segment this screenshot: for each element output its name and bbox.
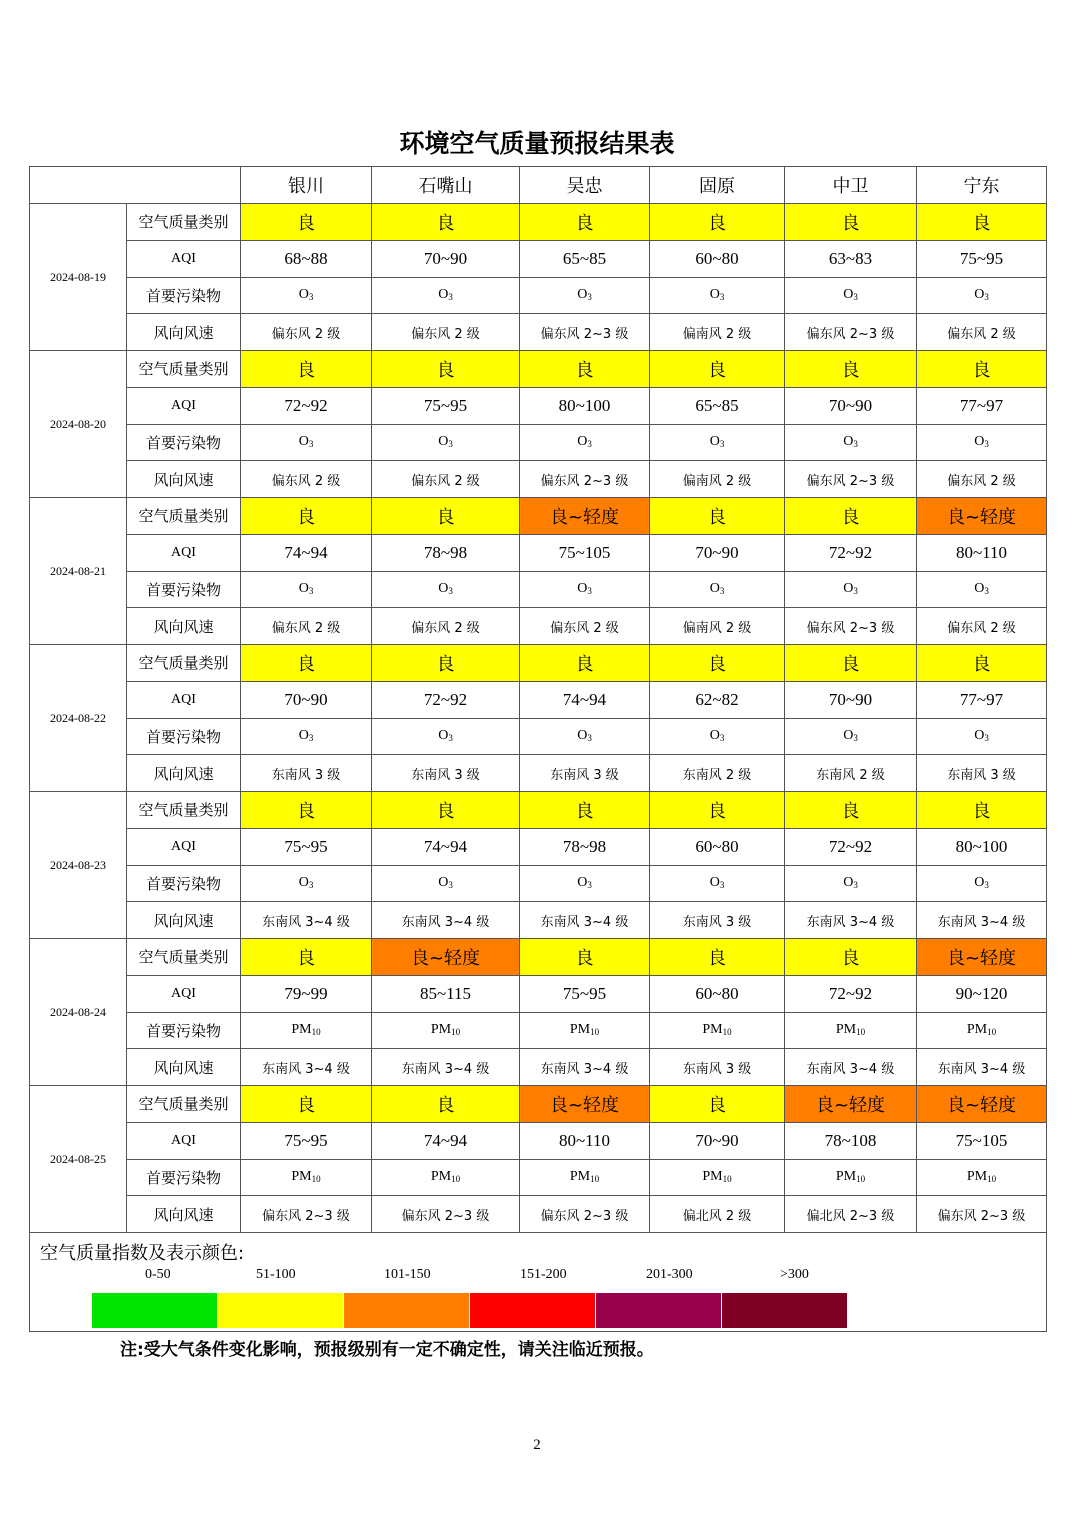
- legend-color-swatch: [344, 1293, 469, 1328]
- pollutant-cell: $PM_{10}$: [917, 1012, 1047, 1049]
- wind-cell: 偏东风 2~3 级: [520, 461, 650, 498]
- pollutant-cell: $O_3$: [785, 718, 917, 755]
- aqi-cell: 70~90: [785, 387, 917, 424]
- wind-cell: 偏东风 2~3 级: [785, 461, 917, 498]
- category-cell: 良: [520, 939, 650, 976]
- aqi-cell: 75~95: [520, 975, 650, 1012]
- wind-cell: 偏东风 2~3 级: [785, 314, 917, 351]
- category-cell: 良: [650, 939, 785, 976]
- aqi-label: AQI: [127, 240, 241, 277]
- legend-range-label: 51-100: [256, 1267, 296, 1282]
- category-cell: 良: [650, 792, 785, 829]
- pollutant-cell: $O_3$: [785, 865, 917, 902]
- wind-cell: 东南风 3~4 级: [785, 1049, 917, 1086]
- wind-label: 风向风速: [127, 461, 241, 498]
- aqi-cell: 78~98: [520, 828, 650, 865]
- pollutant-cell: $O_3$: [241, 865, 372, 902]
- category-cell: 良: [372, 1086, 520, 1123]
- category-cell: 良: [650, 204, 785, 241]
- legend-title: 空气质量指数及表示颜色:: [40, 1243, 245, 1264]
- wind-cell: 偏北风 2~3 级: [785, 1196, 917, 1233]
- date-cell: 2024-08-21: [30, 498, 127, 645]
- legend-color-swatch: [596, 1293, 721, 1328]
- aqi-cell: 65~85: [520, 240, 650, 277]
- wind-cell: 东南风 3 级: [372, 755, 520, 792]
- category-cell: 良: [241, 351, 372, 388]
- pollutant-cell: $O_3$: [520, 424, 650, 461]
- aqi-cell: 75~105: [917, 1122, 1047, 1159]
- category-cell: 良: [372, 645, 520, 682]
- pollutant-label: 首要污染物: [127, 1012, 241, 1049]
- forecast-row-category: [30, 792, 1047, 829]
- forecast-table: [29, 166, 1047, 1332]
- aqi-cell: 63~83: [785, 240, 917, 277]
- pollutant-cell: $O_3$: [650, 571, 785, 608]
- pollutant-cell: $PM_{10}$: [785, 1012, 917, 1049]
- wind-cell: 东南风 3 级: [520, 755, 650, 792]
- pollutant-cell: $PM_{10}$: [785, 1159, 917, 1196]
- pollutant-cell: $O_3$: [650, 277, 785, 314]
- category-cell: 良~轻度: [785, 1086, 917, 1123]
- pollutant-label: 首要污染物: [127, 718, 241, 755]
- aqi-cell: 74~94: [372, 1122, 520, 1159]
- wind-label: 风向风速: [127, 1049, 241, 1086]
- pollutant-cell: $O_3$: [372, 718, 520, 755]
- date-cell: 2024-08-22: [30, 645, 127, 792]
- wind-cell: 东南风 3~4 级: [372, 1049, 520, 1086]
- category-cell: 良: [917, 204, 1047, 241]
- aqi-cell: 68~88: [241, 240, 372, 277]
- aqi-cell: 77~97: [917, 681, 1047, 718]
- city-header: 银川: [241, 167, 372, 204]
- aqi-label: AQI: [127, 975, 241, 1012]
- aqi-color-legend: [30, 1233, 1047, 1332]
- pollutant-cell: $O_3$: [917, 424, 1047, 461]
- pollutant-cell: $PM_{10}$: [650, 1159, 785, 1196]
- aqi-cell: 75~95: [917, 240, 1047, 277]
- forecast-row-pollutant: [30, 571, 1047, 608]
- aqi-label: AQI: [127, 387, 241, 424]
- pollutant-cell: $PM_{10}$: [520, 1012, 650, 1049]
- category-cell: 良: [785, 351, 917, 388]
- wind-cell: 东南风 3~4 级: [917, 1049, 1047, 1086]
- wind-cell: 东南风 3 级: [650, 1049, 785, 1086]
- category-cell: 良: [650, 351, 785, 388]
- forecast-row-wind: [30, 1196, 1047, 1233]
- category-cell: 良~轻度: [372, 939, 520, 976]
- wind-cell: 偏东风 2 级: [241, 461, 372, 498]
- wind-cell: 偏东风 2 级: [917, 608, 1047, 645]
- forecast-row-aqi: [30, 387, 1047, 424]
- forecast-row-aqi: [30, 828, 1047, 865]
- aqi-cell: 60~80: [650, 240, 785, 277]
- wind-cell: 偏东风 2 级: [372, 314, 520, 351]
- wind-label: 风向风速: [127, 902, 241, 939]
- category-cell: 良: [520, 645, 650, 682]
- forecast-row-category: [30, 351, 1047, 388]
- category-label: 空气质量类别: [127, 498, 241, 535]
- category-cell: 良: [241, 792, 372, 829]
- legend-range-label: 151-200: [520, 1267, 567, 1282]
- pollutant-cell: $O_3$: [372, 424, 520, 461]
- aqi-cell: 60~80: [650, 828, 785, 865]
- forecast-note: 注:受大气条件变化影响，预报级别有一定不确定性，请关注临近预报。: [120, 1340, 654, 1360]
- category-cell: 良: [241, 1086, 372, 1123]
- city-header: 吴忠: [520, 167, 650, 204]
- category-cell: 良: [241, 645, 372, 682]
- wind-cell: 东南风 3 级: [650, 902, 785, 939]
- aqi-cell: 80~110: [917, 534, 1047, 571]
- aqi-cell: 75~95: [241, 828, 372, 865]
- pollutant-cell: $O_3$: [520, 571, 650, 608]
- forecast-row-aqi: [30, 975, 1047, 1012]
- wind-cell: 偏东风 2~3 级: [241, 1196, 372, 1233]
- pollutant-cell: $O_3$: [520, 718, 650, 755]
- aqi-cell: 79~99: [241, 975, 372, 1012]
- aqi-label: AQI: [127, 1122, 241, 1159]
- aqi-cell: 70~90: [241, 681, 372, 718]
- pollutant-cell: $PM_{10}$: [917, 1159, 1047, 1196]
- pollutant-cell: $O_3$: [372, 277, 520, 314]
- aqi-cell: 74~94: [372, 828, 520, 865]
- aqi-cell: 90~120: [917, 975, 1047, 1012]
- forecast-row-aqi: [30, 240, 1047, 277]
- category-label: 空气质量类别: [127, 792, 241, 829]
- wind-cell: 偏东风 2~3 级: [520, 314, 650, 351]
- pollutant-cell: $O_3$: [650, 718, 785, 755]
- forecast-row-pollutant: [30, 277, 1047, 314]
- pollutant-cell: $O_3$: [241, 718, 372, 755]
- wind-cell: 东南风 3~4 级: [520, 1049, 650, 1086]
- wind-cell: 偏北风 2 级: [650, 1196, 785, 1233]
- wind-cell: 东南风 2 级: [785, 755, 917, 792]
- legend-color-swatch: [722, 1293, 847, 1328]
- forecast-row-pollutant: [30, 1159, 1047, 1196]
- category-cell: 良: [241, 498, 372, 535]
- category-cell: 良: [650, 1086, 785, 1123]
- category-cell: 良~轻度: [917, 1086, 1047, 1123]
- category-cell: 良: [520, 351, 650, 388]
- pollutant-cell: $PM_{10}$: [372, 1012, 520, 1049]
- forecast-row-aqi: [30, 681, 1047, 718]
- pollutant-cell: $O_3$: [785, 571, 917, 608]
- aqi-cell: 78~108: [785, 1122, 917, 1159]
- wind-cell: 偏东风 2~3 级: [917, 1196, 1047, 1233]
- wind-cell: 偏东风 2 级: [372, 608, 520, 645]
- pollutant-label: 首要污染物: [127, 424, 241, 461]
- wind-label: 风向风速: [127, 755, 241, 792]
- legend-color-swatch: [470, 1293, 595, 1328]
- wind-cell: 东南风 3~4 级: [917, 902, 1047, 939]
- pollutant-cell: $O_3$: [241, 424, 372, 461]
- forecast-row-pollutant: [30, 865, 1047, 902]
- aqi-cell: 60~80: [650, 975, 785, 1012]
- wind-cell: 东南风 3~4 级: [785, 902, 917, 939]
- wind-cell: 东南风 3 级: [241, 755, 372, 792]
- city-header: 石嘴山: [372, 167, 520, 204]
- aqi-cell: 62~82: [650, 681, 785, 718]
- date-cell: 2024-08-25: [30, 1086, 127, 1233]
- wind-cell: 偏东风 2 级: [520, 608, 650, 645]
- forecast-row-category: [30, 939, 1047, 976]
- aqi-label: AQI: [127, 828, 241, 865]
- forecast-row-wind: [30, 314, 1047, 351]
- pollutant-cell: $O_3$: [650, 424, 785, 461]
- date-cell: 2024-08-24: [30, 939, 127, 1086]
- city-header-row: [30, 167, 1047, 204]
- aqi-cell: 70~90: [372, 240, 520, 277]
- page-number: 2: [533, 1437, 541, 1453]
- wind-cell: 偏东风 2~3 级: [372, 1196, 520, 1233]
- date-cell: 2024-08-23: [30, 792, 127, 939]
- pollutant-cell: $PM_{10}$: [520, 1159, 650, 1196]
- pollutant-cell: $O_3$: [241, 571, 372, 608]
- city-header: 固原: [650, 167, 785, 204]
- category-cell: 良~轻度: [520, 1086, 650, 1123]
- pollutant-cell: $O_3$: [241, 277, 372, 314]
- city-header: 中卫: [785, 167, 917, 204]
- legend-range-label: 101-150: [384, 1267, 431, 1282]
- wind-label: 风向风速: [127, 1196, 241, 1233]
- aqi-cell: 74~94: [241, 534, 372, 571]
- category-cell: 良: [372, 351, 520, 388]
- forecast-row-pollutant: [30, 1012, 1047, 1049]
- category-cell: 良: [785, 792, 917, 829]
- aqi-cell: 80~110: [520, 1122, 650, 1159]
- category-label: 空气质量类别: [127, 351, 241, 388]
- category-cell: 良: [785, 939, 917, 976]
- category-cell: 良: [917, 351, 1047, 388]
- pollutant-cell: $PM_{10}$: [372, 1159, 520, 1196]
- category-label: 空气质量类别: [127, 1086, 241, 1123]
- pollutant-cell: $O_3$: [917, 718, 1047, 755]
- pollutant-cell: $PM_{10}$: [650, 1012, 785, 1049]
- aqi-cell: 70~90: [785, 681, 917, 718]
- pollutant-label: 首要污染物: [127, 1159, 241, 1196]
- aqi-cell: 85~115: [372, 975, 520, 1012]
- legend-range-label: 0-50: [145, 1267, 171, 1282]
- category-cell: 良: [785, 645, 917, 682]
- aqi-cell: 70~90: [650, 1122, 785, 1159]
- date-cell: 2024-08-20: [30, 351, 127, 498]
- pollutant-cell: $PM_{10}$: [241, 1012, 372, 1049]
- wind-cell: 东南风 3~4 级: [241, 902, 372, 939]
- forecast-row-aqi: [30, 1122, 1047, 1159]
- category-cell: 良: [372, 498, 520, 535]
- aqi-cell: 74~94: [520, 681, 650, 718]
- page-title: 环境空气质量预报结果表: [399, 129, 675, 158]
- wind-cell: 偏东风 2 级: [241, 314, 372, 351]
- aqi-cell: 75~105: [520, 534, 650, 571]
- forecast-row-wind: [30, 1049, 1047, 1086]
- forecast-row-wind: [30, 608, 1047, 645]
- forecast-table-body: [30, 167, 1047, 1332]
- category-cell: 良: [650, 498, 785, 535]
- wind-cell: 偏东风 2 级: [917, 461, 1047, 498]
- pollutant-cell: $PM_{10}$: [241, 1159, 372, 1196]
- pollutant-cell: $O_3$: [372, 865, 520, 902]
- forecast-row-wind: [30, 755, 1047, 792]
- category-cell: 良: [520, 792, 650, 829]
- forecast-row-pollutant: [30, 424, 1047, 461]
- aqi-cell: 75~95: [372, 387, 520, 424]
- pollutant-label: 首要污染物: [127, 571, 241, 608]
- wind-cell: 偏东风 2 级: [917, 314, 1047, 351]
- aqi-cell: 72~92: [785, 534, 917, 571]
- aqi-cell: 72~92: [785, 975, 917, 1012]
- wind-cell: 偏东风 2 级: [372, 461, 520, 498]
- category-cell: 良~轻度: [917, 939, 1047, 976]
- aqi-cell: 75~95: [241, 1122, 372, 1159]
- aqi-cell: 72~92: [785, 828, 917, 865]
- category-cell: 良: [372, 204, 520, 241]
- wind-cell: 偏南风 2 级: [650, 608, 785, 645]
- pollutant-cell: $O_3$: [650, 865, 785, 902]
- header-corner-cell: [30, 167, 241, 204]
- wind-cell: 偏南风 2 级: [650, 461, 785, 498]
- category-cell: 良~轻度: [520, 498, 650, 535]
- aqi-cell: 72~92: [372, 681, 520, 718]
- wind-cell: 东南风 3~4 级: [520, 902, 650, 939]
- wind-cell: 偏东风 2~3 级: [785, 608, 917, 645]
- legend-row: [30, 1233, 1047, 1332]
- category-cell: 良: [785, 498, 917, 535]
- forecast-row-category: [30, 645, 1047, 682]
- wind-cell: 东南风 3~4 级: [241, 1049, 372, 1086]
- category-label: 空气质量类别: [127, 204, 241, 241]
- category-cell: 良: [520, 204, 650, 241]
- pollutant-cell: $O_3$: [520, 865, 650, 902]
- pollutant-cell: $O_3$: [372, 571, 520, 608]
- aqi-cell: 72~92: [241, 387, 372, 424]
- forecast-row-wind: [30, 461, 1047, 498]
- legend-range-label: 201-300: [646, 1267, 693, 1282]
- wind-cell: 东南风 3~4 级: [372, 902, 520, 939]
- category-label: 空气质量类别: [127, 645, 241, 682]
- category-cell: 良: [241, 939, 372, 976]
- aqi-label: AQI: [127, 681, 241, 718]
- category-cell: 良: [785, 204, 917, 241]
- wind-cell: 偏东风 2~3 级: [520, 1196, 650, 1233]
- category-cell: 良~轻度: [917, 498, 1047, 535]
- aqi-cell: 80~100: [520, 387, 650, 424]
- category-cell: 良: [650, 645, 785, 682]
- aqi-label: AQI: [127, 534, 241, 571]
- aqi-cell: 78~98: [372, 534, 520, 571]
- forecast-row-wind: [30, 902, 1047, 939]
- category-cell: 良: [372, 792, 520, 829]
- wind-cell: 东南风 3 级: [917, 755, 1047, 792]
- pollutant-label: 首要污染物: [127, 277, 241, 314]
- wind-cell: 偏南风 2 级: [650, 314, 785, 351]
- city-header: 宁东: [917, 167, 1047, 204]
- wind-cell: 偏东风 2 级: [241, 608, 372, 645]
- wind-label: 风向风速: [127, 314, 241, 351]
- legend-color-swatch: [218, 1293, 343, 1328]
- forecast-row-aqi: [30, 534, 1047, 571]
- pollutant-cell: $O_3$: [785, 277, 917, 314]
- category-cell: 良: [917, 792, 1047, 829]
- legend-range-label: >300: [780, 1267, 809, 1282]
- forecast-row-category: [30, 1086, 1047, 1123]
- wind-cell: 东南风 2 级: [650, 755, 785, 792]
- category-cell: 良: [917, 645, 1047, 682]
- pollutant-cell: $O_3$: [520, 277, 650, 314]
- pollutant-cell: $O_3$: [917, 571, 1047, 608]
- legend-color-swatch: [92, 1293, 217, 1328]
- pollutant-cell: $O_3$: [917, 865, 1047, 902]
- wind-label: 风向风速: [127, 608, 241, 645]
- forecast-row-category: [30, 498, 1047, 535]
- forecast-row-pollutant: [30, 718, 1047, 755]
- aqi-cell: 65~85: [650, 387, 785, 424]
- aqi-cell: 80~100: [917, 828, 1047, 865]
- date-cell: 2024-08-19: [30, 204, 127, 351]
- pollutant-cell: $O_3$: [917, 277, 1047, 314]
- aqi-cell: 70~90: [650, 534, 785, 571]
- forecast-row-category: [30, 204, 1047, 241]
- aqi-cell: 77~97: [917, 387, 1047, 424]
- pollutant-cell: $O_3$: [785, 424, 917, 461]
- category-label: 空气质量类别: [127, 939, 241, 976]
- pollutant-label: 首要污染物: [127, 865, 241, 902]
- category-cell: 良: [241, 204, 372, 241]
